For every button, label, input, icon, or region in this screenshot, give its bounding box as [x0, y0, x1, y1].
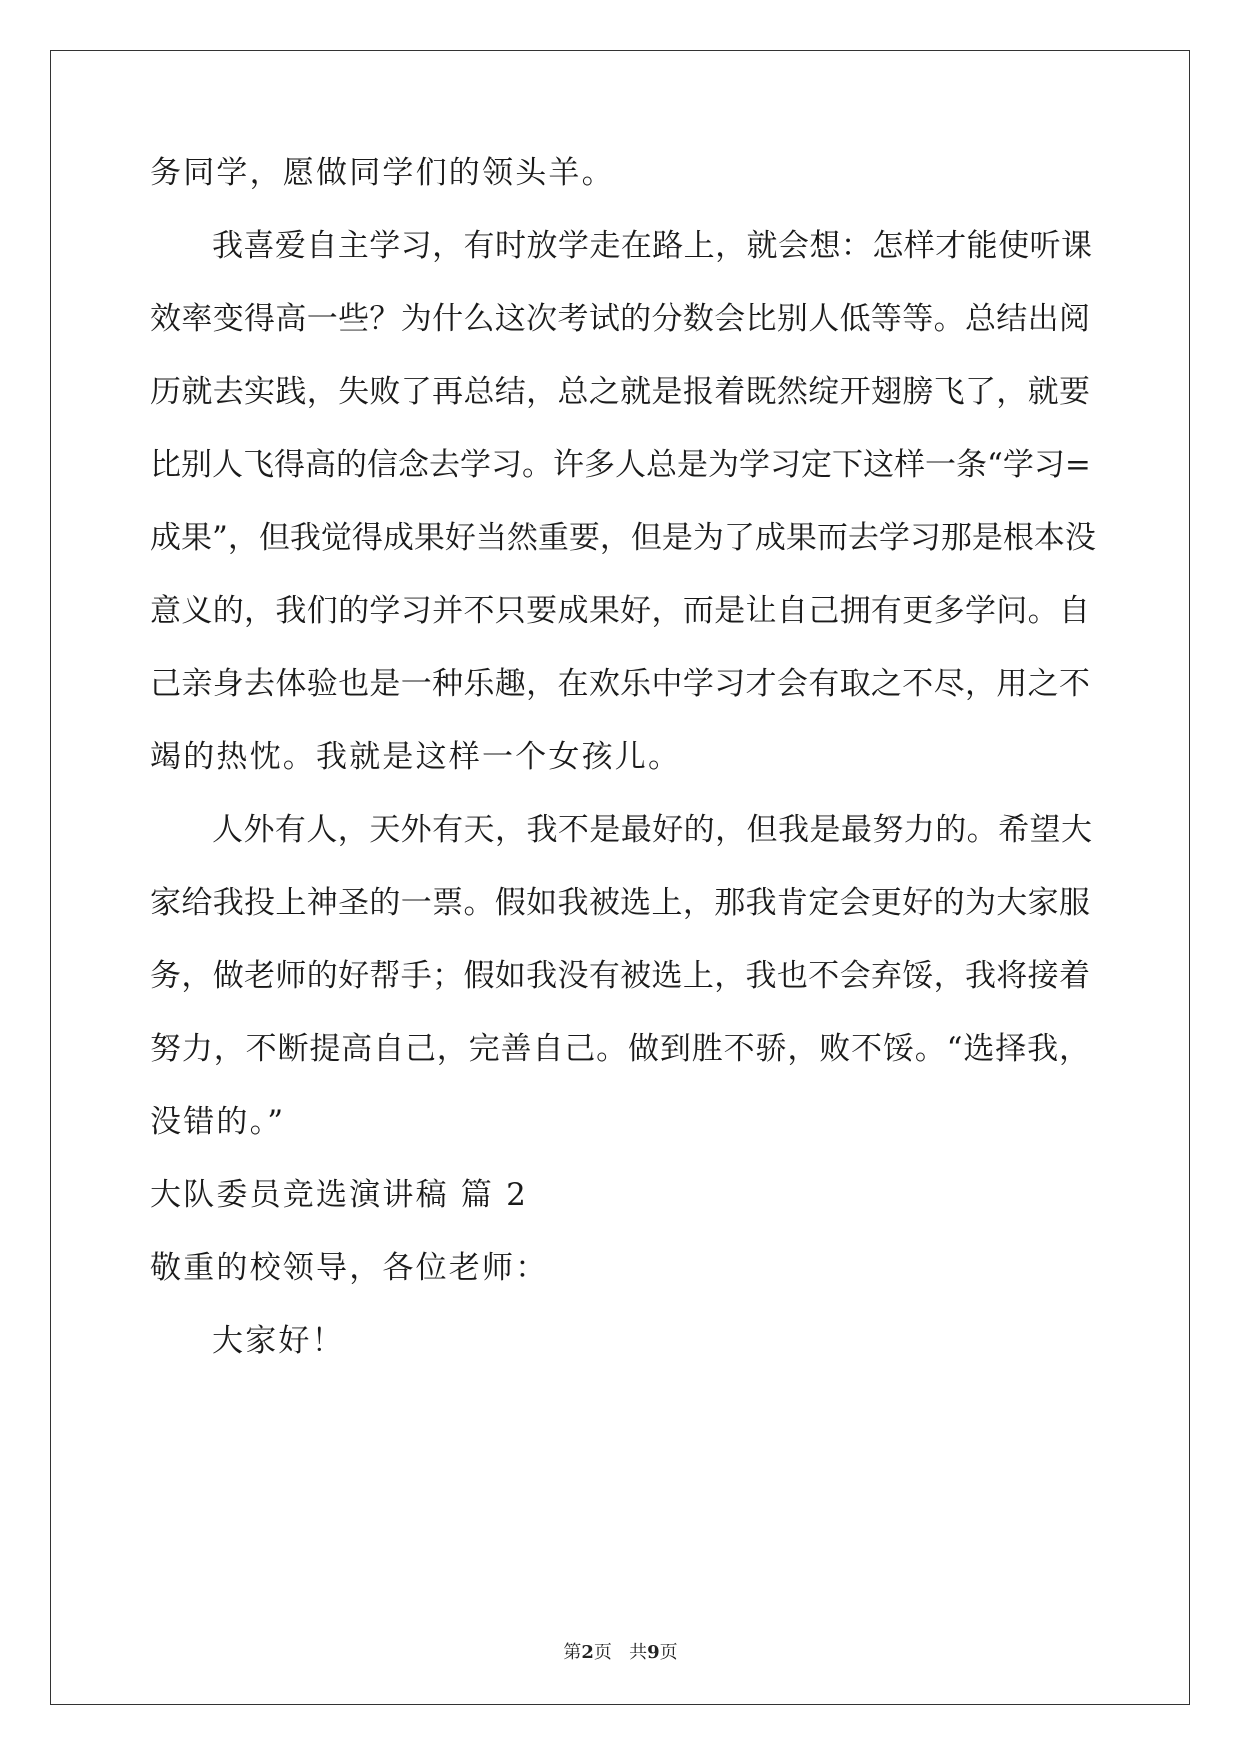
- text-line: 己亲身去体验也是一种乐趣，在欢乐中学习才会有取之不尽，用之不: [150, 666, 1090, 702]
- text-line: 比别人飞得高的信念去学习。许多人总是为学习定下这样一条“学习=: [150, 447, 1091, 483]
- text-line: 努力，不断提高自己，完善自己。做到胜不骄，败不馁。“选择我，: [150, 1031, 1090, 1067]
- total-page-count: 9: [647, 1642, 660, 1663]
- text-line: 竭的热忱。我就是这样一个女孩儿。: [150, 739, 682, 775]
- page-number-footer: [0, 1641, 1241, 1665]
- text-line: 我喜爱自主学习，有时放学走在路上，就会想：怎样才能使听课: [212, 228, 1092, 264]
- footer-prefix: 第: [563, 1642, 582, 1663]
- salutation: 敬重的校领导，各位老师：: [150, 1250, 549, 1286]
- greeting: 大家好！: [212, 1323, 345, 1359]
- text-line: 没错的。”: [150, 1104, 286, 1140]
- footer-middle: 页 共: [593, 1642, 648, 1663]
- text-line: 家给我投上神圣的一票。假如我被选上，那我肯定会更好的为大家服: [150, 885, 1090, 921]
- text-line: 人外有人，天外有天，我不是最好的，但我是最努力的。希望大: [212, 812, 1092, 848]
- text-line: 务同学，愿做同学们的领头羊。: [150, 155, 615, 191]
- text-line: 成果”，但我觉得成果好当然重要，但是为了成果而去学习那是根本没: [150, 520, 1096, 556]
- text-line: 意义的，我们的学习并不只要成果好，而是让自己拥有更多学问。自: [150, 593, 1090, 629]
- current-page-number: 2: [581, 1642, 594, 1663]
- section-heading: 大队委员竞选演讲稿 篇 2: [150, 1177, 529, 1213]
- text-line: 效率变得高一些？为什么这次考试的分数会比别人低等等。总结出阅: [150, 301, 1090, 337]
- text-line: 历就去实践，失败了再总结，总之就是报着既然绽开翅膀飞了，就要: [150, 374, 1090, 410]
- footer-suffix: 页: [659, 1642, 678, 1663]
- text-line: 务，做老师的好帮手；假如我没有被选上，我也不会弃馁，我将接着: [150, 958, 1090, 994]
